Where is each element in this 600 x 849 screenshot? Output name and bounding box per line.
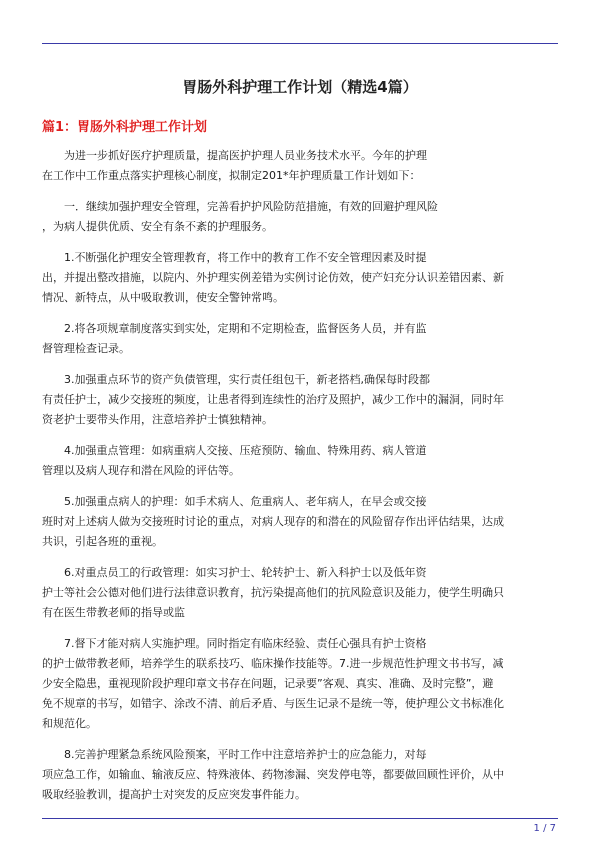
paragraph bbox=[42, 319, 558, 359]
paragraph-line: 和规范化。 bbox=[42, 717, 97, 730]
paragraph bbox=[42, 634, 558, 734]
paragraph-line: 免不规章的书写，如错字、涂改不清、前后矛盾、与医生记录不是统一等，使护理公文书标准化 bbox=[42, 697, 504, 710]
paragraph-line: 督管理检查记录。 bbox=[42, 342, 130, 355]
paragraph-line: 4.加强重点管理：如病重病人交接、压疮预防、输血、特殊用药、病人管道 bbox=[64, 444, 427, 457]
paragraph-line: 吸取经验教训，提高护士对突发的反应突发事件能力。 bbox=[42, 788, 306, 801]
paragraph bbox=[42, 745, 558, 805]
page-indicator: 1 / 7 bbox=[533, 823, 556, 834]
paragraph-line: 有责任护士，减少交接班的频度，让患者得到连续性的治疗及照护，减少工作中的漏洞，同时年 bbox=[42, 393, 504, 406]
paragraph-line: 1.不断强化护理安全管理教育，将工作中的教育工作不安全管理因素及时提 bbox=[64, 251, 427, 264]
document-title: 胃肠外科护理工作计划（精选4篇） bbox=[182, 78, 418, 96]
paragraph-line: 资老护士要带头作用，注意培养护士慎独精神。 bbox=[42, 413, 273, 426]
paragraph-line: 少安全隐患，重视现阶段护理印章文书存在问题，记录要”客观、真实、准确、及时完整”，避 bbox=[42, 677, 494, 690]
paragraph-line: 7.督下才能对病人实施护理。同时指定有临床经验、责任心强具有护士资格 bbox=[64, 637, 427, 650]
paragraph-line: 有在医生带教老师的指导或监 bbox=[42, 606, 185, 619]
paragraph bbox=[42, 370, 558, 430]
paragraph bbox=[42, 563, 558, 623]
paragraph-line: 5.加强重点病人的护理：如手术病人、危重病人、老年病人，在早会或交接 bbox=[64, 495, 427, 508]
paragraph-line: 一．继续加强护理安全管理，完善看护护风险防范措施，有效的回避护理风险 bbox=[64, 200, 438, 213]
paragraph-line: 共识，引起各班的重视。 bbox=[42, 535, 163, 548]
paragraph-line: 3.加强重点环节的资产负债管理，实行责任组包干，新老搭档,确保每时段都 bbox=[64, 373, 430, 386]
paragraph-line: 8.完善护理紧急系统风险预案，平时工作中注意培养护士的应急能力，对每 bbox=[64, 748, 427, 761]
paragraph-line: 为进一步抓好医疗护理质量，提高医护护理人员业务技术水平。今年的护理 bbox=[64, 149, 427, 162]
paragraph-line: 的护士做带教老师，培养学生的联系技巧、临床操作技能等。7.进一步规范性护理文书书写，减 bbox=[42, 657, 504, 670]
section-title: 篇1：胃肠外科护理工作计划 bbox=[42, 120, 208, 135]
paragraph-line: 管理以及病人现存和潜在风险的评估等。 bbox=[42, 464, 240, 477]
paragraph bbox=[42, 146, 558, 186]
paragraph bbox=[42, 441, 558, 481]
paragraph-line: 班时对上述病人做为交接班时讨论的重点，对病人现存的和潜在的风险留存作出评估结果，达成 bbox=[42, 515, 504, 528]
header-rule bbox=[42, 43, 558, 44]
paragraph-line: ，为病人提供优质、安全有条不紊的护理服务。 bbox=[42, 220, 273, 233]
paragraph bbox=[42, 197, 558, 237]
paragraph-line: 出，并提出整改措施，以院内、外护理实例差错为实例讨论仿效，使产妇充分认识差错因素、新 bbox=[42, 271, 504, 284]
paragraph-line: 在工作中工作重点落实护理核心制度，拟制定201*年护理质量工作计划如下： bbox=[42, 169, 421, 182]
paragraph bbox=[42, 248, 558, 308]
paragraph-line: 情况、新特点，从中吸取教训，使安全警钟常鸣。 bbox=[42, 291, 284, 304]
paragraph-line: 护士等社会公德对他们进行法律意识教育，抗污染提高他们的抗风险意识及能力，使学生明确只 bbox=[42, 586, 504, 599]
paragraph-line: 6.对重点员工的行政管理：如实习护士、轮转护士、新入科护士以及低年资 bbox=[64, 566, 427, 579]
footer-rule bbox=[42, 818, 558, 819]
paragraph-line: 项应急工作，如输血、输液反应、特殊液体、药物渗漏、突发停电等，都要做回顾性评价，从中 bbox=[42, 768, 504, 781]
paragraph bbox=[42, 492, 558, 552]
paragraph-line: 2.将各项规章制度落实到实处，定期和不定期检查，监督医务人员，并有监 bbox=[64, 322, 427, 335]
document-body bbox=[42, 146, 558, 816]
